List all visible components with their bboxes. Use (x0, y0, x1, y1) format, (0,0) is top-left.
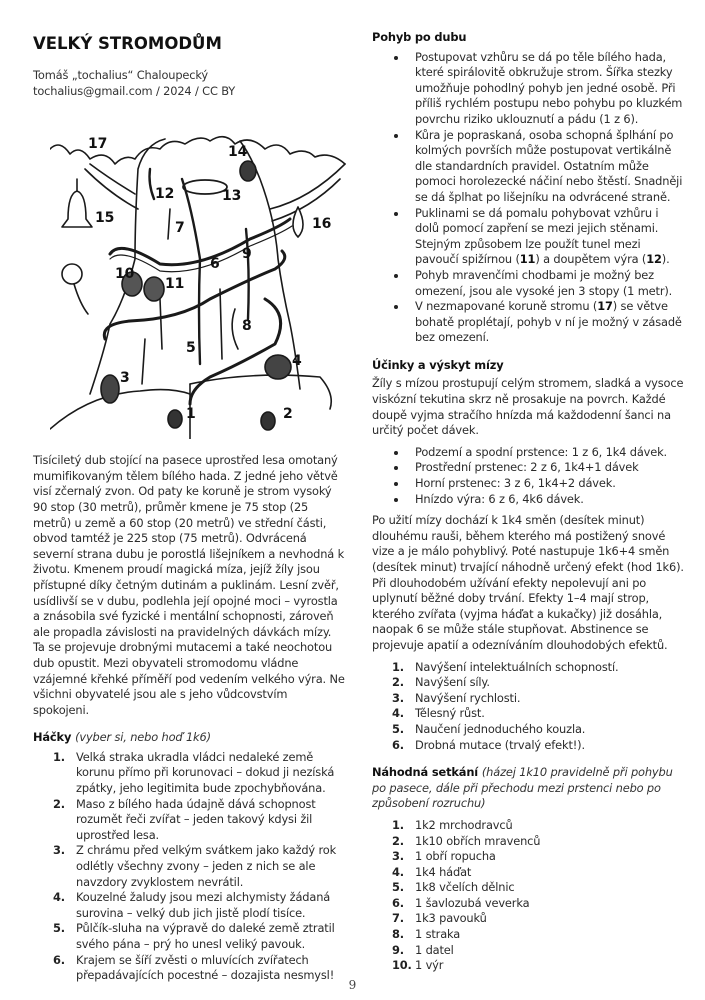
list-text: Drobná mutace (trvalý efekt!). (415, 737, 585, 752)
list-text: Půlčík-sluha na výpravě do daleké země ztratil svého pána – prý ho unesl veliký pavouk. (76, 921, 335, 951)
list-item (372, 738, 684, 754)
list-item (372, 849, 684, 865)
hooks-title: Háčky (33, 730, 72, 745)
text: ) a doupětem výra ( (535, 252, 647, 267)
list-text: 1k3 pavouků (415, 911, 487, 926)
page-number: 9 (348, 978, 357, 992)
list-item (372, 958, 684, 974)
list-text: 1k10 obřích mravenců (415, 833, 541, 848)
list-item (372, 691, 684, 707)
text: Prostřední prstenec: 2 z 6, 1k4+1 dávek (415, 460, 639, 475)
list-item (372, 492, 684, 508)
map-label-13: 13 (222, 188, 242, 205)
location-ref: 11 (519, 252, 536, 267)
list-item (372, 927, 684, 943)
list-text: Navýšení síly. (415, 675, 490, 690)
movement-list (372, 50, 684, 346)
list-text: 1k8 včelích dělnic (415, 880, 515, 895)
bullet-icon (394, 134, 398, 138)
list-number: 3. (392, 690, 404, 705)
sap-intro: Žíly s mízou prostupují celým stromem, sladká a vysoce viskózní tekutina skrz ně prosakuje na povrch. Každé doupě vyjma stračího hnízda má každodenní šanci na určitý počet dávek. (372, 376, 684, 438)
sap-effects-list (372, 660, 684, 754)
list-item (372, 911, 684, 927)
map-label-14: 14 (228, 144, 248, 161)
map-label-11: 11 (165, 276, 185, 293)
list-text: Maso z bílého hada údajně dává schopnost rozumět řeči zvířat – jeden takový kdysi žil uprostřed lesa. (76, 796, 316, 842)
list-text: Krajem se šíří zvěsti o mluvících zvířatech přepadávajících pocestné – dozajista nesmysl! (76, 952, 335, 983)
list-item (372, 675, 684, 691)
list-item (372, 865, 684, 881)
text: Horní prstenec: 3 z 6, 1k4+2 dávek. (415, 476, 616, 491)
list-item (372, 818, 684, 834)
list-number: 10. (392, 958, 412, 973)
encounters-subtitle: (házej 1k10 pravidelně při pohybu po pasece, dále při přechodu mezi prstenci nebo po způsobení rozruchu) (372, 765, 673, 811)
text: Kůra je popraskaná, osoba schopná šplhání po kolmých površích může postupovat vertikálně dle standardních pravidel. Ostatním může pomoci horolezecké náčiní nebo štěstí. Snadněji se dá šplhat po lišejníku na odvrácené straně. (415, 127, 683, 204)
list-item (372, 943, 684, 959)
list-text: Navýšení rychlosti. (415, 690, 521, 705)
list-number: 2. (53, 796, 65, 811)
list-item (372, 445, 684, 461)
list-item (372, 722, 684, 738)
list-text: 1 šavlozubá veverka (415, 895, 530, 910)
text: Pohyb mravenčími chodbami je možný bez omezení, jsou ale vysoké jen 3 stopy (1 metr). (415, 267, 673, 298)
map-label-1: 1 (186, 406, 196, 423)
location-ref: 12 (646, 252, 662, 267)
movement-item-0 (372, 50, 684, 128)
list-item (33, 890, 345, 921)
list-text: Z chrámu před velkým svátkem jako každý rok odlétly všechny zvony – jeden z nich se ale navzdory zvyklostem nevrátil. (76, 843, 337, 889)
list-text: Tělesný růst. (415, 706, 485, 721)
map-label-10: 10 (115, 266, 135, 283)
right-column (372, 30, 684, 974)
page-title: VELKÝ STROMODŮM (33, 34, 222, 53)
list-item (372, 834, 684, 850)
location-ref: 17 (597, 299, 613, 314)
list-item (372, 476, 684, 492)
encounters-heading (372, 765, 684, 812)
list-item (372, 706, 684, 722)
left-column (33, 30, 345, 984)
text: ) se větve bohatě proplétají, pohyb v ní je možný v zásadě bez omezení. (415, 299, 682, 345)
map-label-15: 15 (95, 210, 115, 227)
bullet-icon (394, 56, 398, 60)
bullet-icon (394, 451, 398, 455)
movement-item-4 (372, 299, 684, 346)
list-number: 5. (392, 721, 404, 736)
list-number: 4. (53, 890, 65, 905)
list-item (33, 797, 345, 844)
list-text: 1 obří ropucha (415, 849, 496, 864)
map-label-16: 16 (312, 216, 332, 233)
list-item (372, 896, 684, 912)
list-text: 1k2 mrchodravců (415, 817, 513, 832)
text: V nezmapované koruně stromu ( (415, 299, 598, 314)
list-number: 9. (392, 942, 404, 957)
map-label-3: 3 (120, 370, 130, 387)
map-label-6: 6 (210, 256, 220, 273)
hooks-list (33, 750, 345, 984)
list-number: 6. (53, 952, 65, 967)
encounters-list (372, 818, 684, 974)
list-item (372, 880, 684, 896)
hooks-heading (33, 730, 345, 746)
movement-item-3 (372, 268, 684, 299)
list-number: 5. (53, 921, 65, 936)
list-text: 1k4 háďat (415, 864, 472, 879)
map-label-17: 17 (88, 136, 108, 153)
list-text: 1 datel (415, 942, 454, 957)
map-label-9: 9 (242, 246, 252, 263)
map-label-8: 8 (242, 318, 252, 335)
sap-effects-paragraph: Po užití mízy dochází k 1k4 směn (desítek minut) dlouhému rauši, během kterého má postižený snové vize a je málo pohyblivý. Poté nastupuje 1k6+4 směn (desítek minut) trvající náhodně určený efekt (hod 1k6). Při dlouhodobém užívání efekty nepolevují ani po uplynutí běžné doby trvání. Efekty 1–4 mají strop, kterého zvířata (vyjma háďat a kukačky) již dosáhla, naopak 6 se může stále stupňovat. Abstinence se projevuje apatií a odezníváním dlouhodobých efektů. (372, 513, 684, 652)
author-line: Tomáš „tochalius“ Chaloupecký (33, 68, 209, 82)
bullet-icon (394, 482, 398, 486)
list-number: 8. (392, 927, 404, 942)
hooks-subtitle: (vyber si, nebo hoď 1k6) (75, 730, 211, 745)
list-number: 4. (392, 864, 404, 879)
list-item (33, 921, 345, 952)
list-text: Velká straka ukradla vládci nedaleké země korunu přímo při korunovaci – dokud ji nezíská zpátky, jeho legitimita bude zpochybňována. (76, 749, 335, 796)
map-label-4: 4 (292, 353, 302, 370)
list-number: 2. (392, 675, 404, 690)
bullet-icon (394, 274, 398, 278)
list-item (33, 843, 345, 890)
sap-chances-list (372, 445, 684, 507)
list-item (372, 660, 684, 676)
list-number: 1. (53, 749, 65, 764)
list-text: Navýšení intelektuálních schopností. (415, 659, 619, 674)
movement-item-1 (372, 128, 684, 206)
list-number: 7. (392, 911, 404, 926)
tree-illustration (50, 109, 350, 439)
list-number: 1. (392, 659, 404, 674)
text: Hnízdo výra: 6 z 6, 4k6 dávek. (415, 491, 584, 506)
list-number: 4. (392, 706, 404, 721)
list-number: 5. (392, 880, 404, 895)
movement-item-2 (372, 206, 684, 268)
list-item (33, 750, 345, 797)
list-text: 1 výr (415, 958, 444, 973)
bullet-icon (394, 498, 398, 502)
map-label-12: 12 (155, 186, 175, 203)
map-label-5: 5 (186, 340, 196, 357)
text: Puklinami se dá pomalu pohybovat vzhůru i dolů pomocí zapření se mezi jejich stěnami. Stejným způsobem lze použít tunel mezi pavoučí spižírnou ( (415, 205, 659, 267)
list-item (372, 460, 684, 476)
list-number: 3. (53, 843, 65, 858)
text: Postupovat vzhůru se dá po těle bílého hada, které spirálovitě obkružuje strom. Šířka stezky umožňuje pohodlný pohyb jen jedné osobě. Při příliš rychlém postupu nebo pohybu po kluzkém povrchu riziko uklouznutí a pádu (1 z 6). (415, 49, 683, 126)
list-number: 6. (392, 895, 404, 910)
encounters-title: Náhodná setkání (372, 765, 479, 780)
bullet-icon (394, 305, 398, 309)
bullet-icon (394, 466, 398, 470)
movement-heading: Pohyb po dubu (372, 30, 467, 44)
text: Podzemí a spodní prstence: 1 z 6, 1k4 dávek. (415, 444, 668, 459)
sap-heading: Účinky a výskyt mízy (372, 357, 504, 372)
contact-line: tochalius@gmail.com / 2024 / CC BY (33, 83, 236, 98)
list-number: 3. (392, 849, 404, 864)
list-number: 6. (392, 737, 404, 752)
list-number: 1. (392, 817, 404, 832)
intro-paragraph: Tisíciletý dub stojící na pasece uprostřed lesa omotaný mumifikovaným tělem bílého hada. Z jedné jeho větvě visí zčernalý zvon. Od paty ke koruně je strom vysoký 90 stop (30 metrů), průměr kmene je 75 stop (25 metrů) u země a 60 stop (20 metrů) ve střední části, obvod tamtéž je 225 stop (75 metrů). Odvrácená severní strana dubu je porostlá lišejníkem a nevhodná k životu. Kmenem proudí magická míza, jejíž žíly jsou přístupné díky četným dutinám a puklinám. Lesní zvěř, usídlivší se v dubu, podlehla její opojné moci – vyrostla a znásobila své fyzické i mentální schopnosti, zároveň ale propadla závislosti na pravidelných dávkách mízy. Ta se projevuje drobnými mutacemi a také neochotou dub opustit. Mezi obyvateli stromodomu vládne vzájemné křehké příměří pod vedením velkého výra. Ne všichni obyvatelé jsou ale s jeho vůdcovstvím spokojeni. (33, 453, 345, 717)
list-text: Naučení jednoduchého kouzla. (415, 721, 586, 736)
bullet-icon (394, 212, 398, 216)
map-label-2: 2 (283, 406, 293, 423)
text: ). (661, 252, 670, 267)
list-text: 1 straka (415, 927, 461, 942)
list-number: 2. (392, 833, 404, 848)
list-text: Kouzelné žaludy jsou mezi alchymisty žádaná surovina – velký dub jich jistě plodí tisíce. (76, 890, 331, 920)
tree-drawing-icon (50, 109, 350, 439)
map-label-7: 7 (175, 220, 185, 237)
